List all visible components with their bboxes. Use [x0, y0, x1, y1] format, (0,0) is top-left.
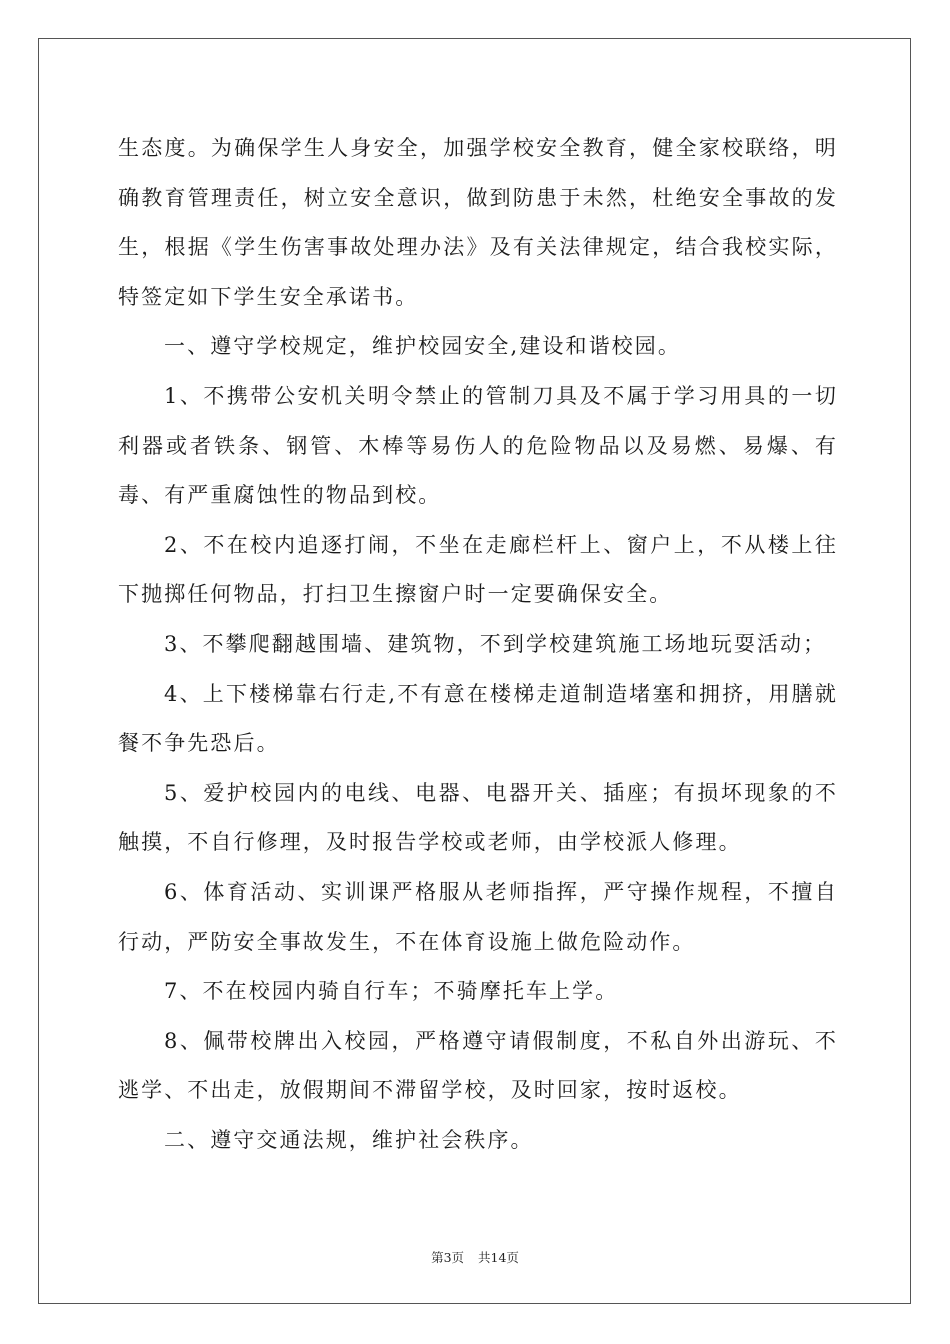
page-total: 共14页 [478, 1250, 519, 1265]
section-heading-2: 二、遵守交通法规，维护社会秩序。 [164, 1127, 534, 1152]
rule-item-6: 6、体育活动、实训课严格服从老师指挥，严守操作规程，不擅自行动，严防安全事故发生，不在体育设施上做危险动作。 [118, 879, 838, 954]
rule-item-1: 1、不携带公安机关明令禁止的管制刀具及不属于学习用具的一切利器或者铁条、钢管、木棒等易伤人的危险物品以及易燃、易爆、有毒、有严重腐蚀性的物品到校。 [118, 383, 838, 508]
page-number: 第3页 [431, 1250, 465, 1265]
rule-item-2: 2、不在校内追逐打闹，不坐在走廊栏杆上、窗户上，不从楼上往下抛掷任何物品，打扫卫生擦窗户时一定要确保安全。 [118, 532, 838, 607]
rule-item-8: 8、佩带校牌出入校园，严格遵守请假制度，不私自外出游玩、不逃学、不出走，放假期间不滞留学校，及时回家，按时返校。 [118, 1028, 838, 1103]
page-footer [0, 1248, 950, 1266]
document-body [118, 124, 838, 1165]
section-heading-1: 一、遵守学校规定，维护校园安全,建设和谐校园。 [164, 334, 681, 359]
rule-item-3: 3、不攀爬翻越围墙、建筑物，不到学校建筑施工场地玩耍活动； [164, 631, 827, 656]
rule-item-7: 7、不在校园内骑自行车；不骑摩托车上学。 [164, 979, 619, 1004]
paragraph-1: 生态度。为确保学生人身安全，加强学校安全教育，健全家校联络，明确教育管理责任，树立安全意识，做到防患于未然，杜绝安全事故的发生，根据《学生伤害事故处理办法》及有关法律规定，结合我校实际，特签定如下学生安全承诺书。 [118, 136, 838, 309]
rule-item-4: 4、上下楼梯靠右行走,不有意在楼梯走道制造堵塞和拥挤，用膳就餐不争先恐后。 [118, 681, 838, 756]
rule-item-5: 5、爱护校园内的电线、电器、电器开关、插座；有损坏现象的不触摸，不自行修理，及时报告学校或老师，由学校派人修理。 [118, 780, 838, 855]
